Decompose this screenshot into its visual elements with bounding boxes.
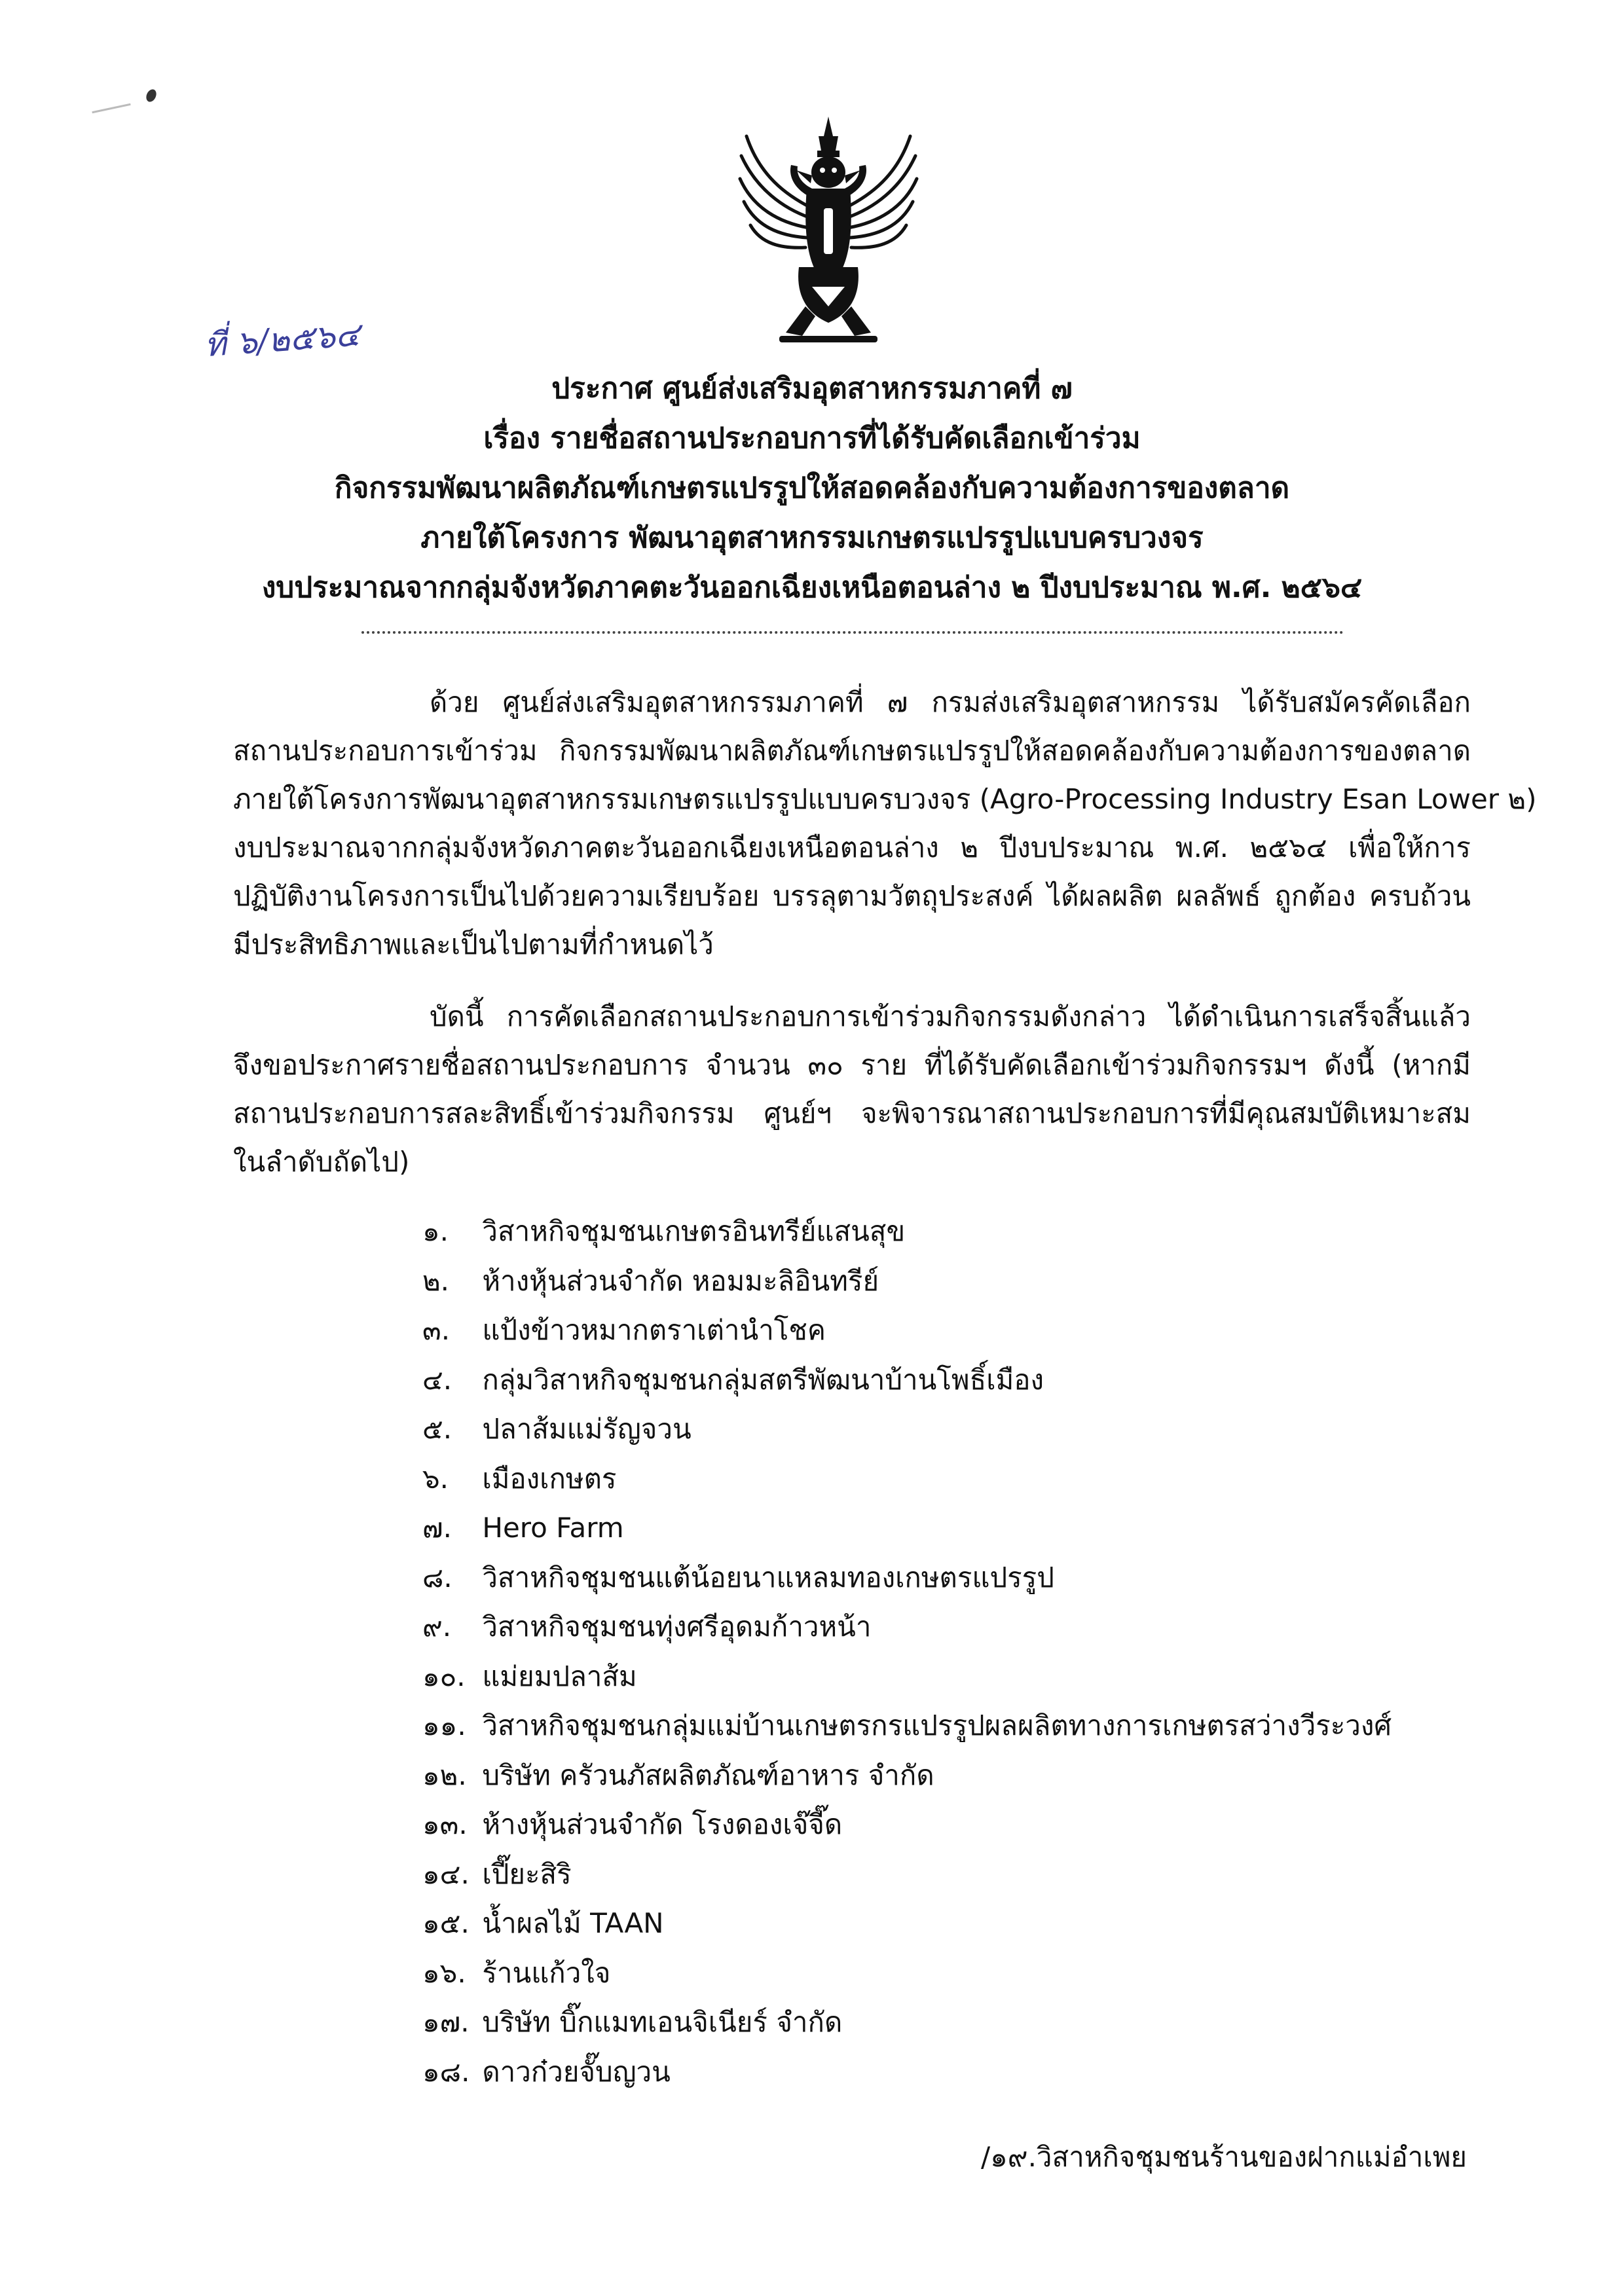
paragraph-2-line-4: ในลำดับถัดไป) bbox=[233, 1146, 410, 1178]
list-item-number: ๑๕. bbox=[422, 1907, 470, 1939]
list-item-number: ๑๔. bbox=[422, 1857, 470, 1890]
list-item-name: แป้งข้าวหมากตราเต่านำโชค bbox=[482, 1314, 826, 1346]
list-item-name: ห้างหุ้นส่วนจำกัด หอมมะลิอินทรีย์ bbox=[482, 1264, 879, 1297]
list-item-name: วิสาหกิจชุมชนแต้น้อยนาแหลมทองเกษตรแปรรูป bbox=[482, 1561, 1054, 1594]
paragraph-2-line-1: บัดนี้ การคัดเลือกสถานประกอบการเข้าร่วมกิจกรรมดังกล่าว ได้ดำเนินการเสร็จสิ้นแล้ว bbox=[430, 1000, 1471, 1032]
list-item-number: ๘. bbox=[422, 1561, 452, 1594]
list-item bbox=[422, 2047, 1392, 2097]
list-item bbox=[422, 1602, 1392, 1652]
list-item-name: บริษัท บิ๊กแมทเอนจิเนียร์ จำกัด bbox=[482, 2006, 843, 2038]
document-number-handwritten: ที่ ๖/๒๕๖๔ bbox=[203, 315, 361, 365]
list-item-number: ๑. bbox=[422, 1215, 449, 1247]
paragraph-1-line-6: มีประสิทธิภาพและเป็นไปตามที่กำหนดไว้ bbox=[233, 928, 714, 960]
list-item-number: ๑๗. bbox=[422, 2006, 470, 2038]
list-item bbox=[422, 1948, 1392, 1998]
list-item-number: ๑๘. bbox=[422, 2055, 470, 2088]
heading-line-5: งบประมาณจากกลุ่มจังหวัดภาคตะวันออกเฉียงเหนือตอนล่าง ๒ ปีงบประมาณ พ.ศ. ๒๕๖๔ bbox=[261, 571, 1363, 604]
list-item-name: วิสาหกิจชุมชนเกษตรอินทรีย์แสนสุข bbox=[482, 1215, 906, 1247]
page-continuation: /๑๙.วิสาหกิจชุมชนร้านของฝากแม่อำเพย bbox=[981, 2141, 1467, 2173]
list-item bbox=[422, 1553, 1392, 1603]
list-item bbox=[422, 1850, 1392, 1899]
garuda-emblem-icon bbox=[733, 110, 923, 352]
list-item-number: ๒. bbox=[422, 1264, 450, 1297]
list-item-number: ๙. bbox=[422, 1611, 452, 1643]
heading-line-1: ประกาศ ศูนย์ส่งเสริมอุตสาหกรรมภาคที่ ๗ bbox=[551, 372, 1073, 405]
paragraph-1 bbox=[233, 678, 1537, 969]
dotted-separator bbox=[361, 631, 1344, 634]
list-item bbox=[422, 1355, 1392, 1405]
list-item bbox=[422, 1997, 1392, 2047]
list-item bbox=[422, 1454, 1392, 1504]
list-item-name: วิสาหกิจชุมชนทุ่งศรีอุดมก้าวหน้า bbox=[482, 1611, 872, 1643]
list-item bbox=[422, 1404, 1392, 1454]
scan-speck bbox=[144, 88, 158, 103]
announcement-heading bbox=[0, 364, 1624, 613]
list-item-number: ๑๓. bbox=[422, 1808, 468, 1840]
list-item-number: ๖. bbox=[422, 1462, 449, 1495]
paragraph-2 bbox=[233, 993, 1471, 1186]
list-item-name: ปลาส้มแม่รัญจวน bbox=[482, 1413, 692, 1445]
list-item-name: กลุ่มวิสาหกิจชุมชนกลุ่มสตรีพัฒนาบ้านโพธิ์เมือง bbox=[482, 1363, 1044, 1396]
list-item-name: แม่ยมปลาส้ม bbox=[482, 1660, 637, 1692]
list-item-name: วิสาหกิจชุมชนกลุ่มแม่บ้านเกษตรกรแปรรูปผลผลิตทางการเกษตรสว่างวีระวงศ์ bbox=[482, 1709, 1392, 1741]
paragraph-1-line-5: ปฏิบัติงานโครงการเป็นไปด้วยความเรียบร้อย บรรลุตามวัตถุประสงค์ ได้ผลผลิต ผลลัพธ์ ถูกต้อง ครบถ้วน bbox=[233, 880, 1471, 912]
heading-line-2: เรื่อง รายชื่อสถานประกอบการที่ได้รับคัดเลือกเข้าร่วม bbox=[483, 422, 1141, 455]
list-item-number: ๑๖. bbox=[422, 1956, 466, 1989]
list-item bbox=[422, 1800, 1392, 1850]
scan-scratch bbox=[92, 103, 130, 113]
heading-line-4: ภายใต้โครงการ พัฒนาอุตสาหกรรมเกษตรแปรรูปแบบครบวงจร bbox=[420, 521, 1204, 555]
establishment-list bbox=[422, 1207, 1392, 2096]
list-item bbox=[422, 1751, 1392, 1800]
list-item-number: ๕. bbox=[422, 1413, 452, 1445]
list-item bbox=[422, 1701, 1392, 1751]
list-item bbox=[422, 1305, 1392, 1355]
heading-line-3: กิจกรรมพัฒนาผลิตภัณฑ์เกษตรแปรรูปให้สอดคล้องกับความต้องการของตลาด bbox=[334, 471, 1290, 505]
list-item-name: บริษัท ครัวนภัสผลิตภัณฑ์อาหาร จำกัด bbox=[482, 1758, 934, 1791]
paragraph-1-line-1: ด้วย ศูนย์ส่งเสริมอุตสาหกรรมภาคที่ ๗ กรมส่งเสริมอุตสาหกรรม ได้รับสมัครคัดเลือก bbox=[430, 686, 1471, 718]
paragraph-2-line-3: สถานประกอบการสละสิทธิ์เข้าร่วมกิจกรรม ศูนย์ฯ จะพิจารณาสถานประกอบการที่มีคุณสมบัติเหมาะสม bbox=[233, 1097, 1471, 1129]
list-item-number: ๗. bbox=[422, 1512, 452, 1544]
paragraph-2-line-2: จึงขอประกาศรายชื่อสถานประกอบการ จำนวน ๓๐ ราย ที่ได้รับคัดเลือกเข้าร่วมกิจกรรมฯ ดังนี้ (หากมี bbox=[233, 1049, 1471, 1081]
list-item-name: Hero Farm bbox=[482, 1512, 624, 1544]
list-item bbox=[422, 1652, 1392, 1702]
list-item-number: ๓. bbox=[422, 1314, 451, 1346]
list-item-name: ดาวก๋วยจั๊บญวน bbox=[482, 2055, 671, 2088]
list-item-name: ห้างหุ้นส่วนจำกัด โรงดองเจ๊จี๊ด bbox=[482, 1808, 843, 1840]
list-item-name: เปี๊ยะสิริ bbox=[482, 1857, 572, 1890]
list-item-number: ๑๐. bbox=[422, 1660, 466, 1692]
list-item-name: เมืองเกษตร bbox=[482, 1462, 617, 1495]
list-item-name: ร้านแก้วใจ bbox=[482, 1956, 611, 1989]
list-item bbox=[422, 1503, 1392, 1553]
paragraph-1-line-4: งบประมาณจากกลุ่มจังหวัดภาคตะวันออกเฉียงเหนือตอนล่าง ๒ ปีงบประมาณ พ.ศ. ๒๕๖๔ เพื่อให้การ bbox=[233, 831, 1471, 864]
list-item-number: ๔. bbox=[422, 1363, 452, 1396]
list-item-number: ๑๒. bbox=[422, 1758, 467, 1791]
list-item-name: น้ำผลไม้ TAAN bbox=[482, 1907, 664, 1939]
paragraph-1-line-3: ภายใต้โครงการพัฒนาอุตสาหกรรมเกษตรแปรรูปแบบครบวงจร (Agro-Processing Industry Esan Lower ๒) bbox=[233, 783, 1537, 815]
paragraph-1-line-2: สถานประกอบการเข้าร่วม กิจกรรมพัฒนาผลิตภัณฑ์เกษตรแปรรูปให้สอดคล้องกับความต้องการของตลาด bbox=[233, 735, 1471, 767]
list-item-number: ๑๑. bbox=[422, 1709, 466, 1741]
list-item bbox=[422, 1899, 1392, 1948]
list-item bbox=[422, 1207, 1392, 1256]
list-item bbox=[422, 1256, 1392, 1306]
